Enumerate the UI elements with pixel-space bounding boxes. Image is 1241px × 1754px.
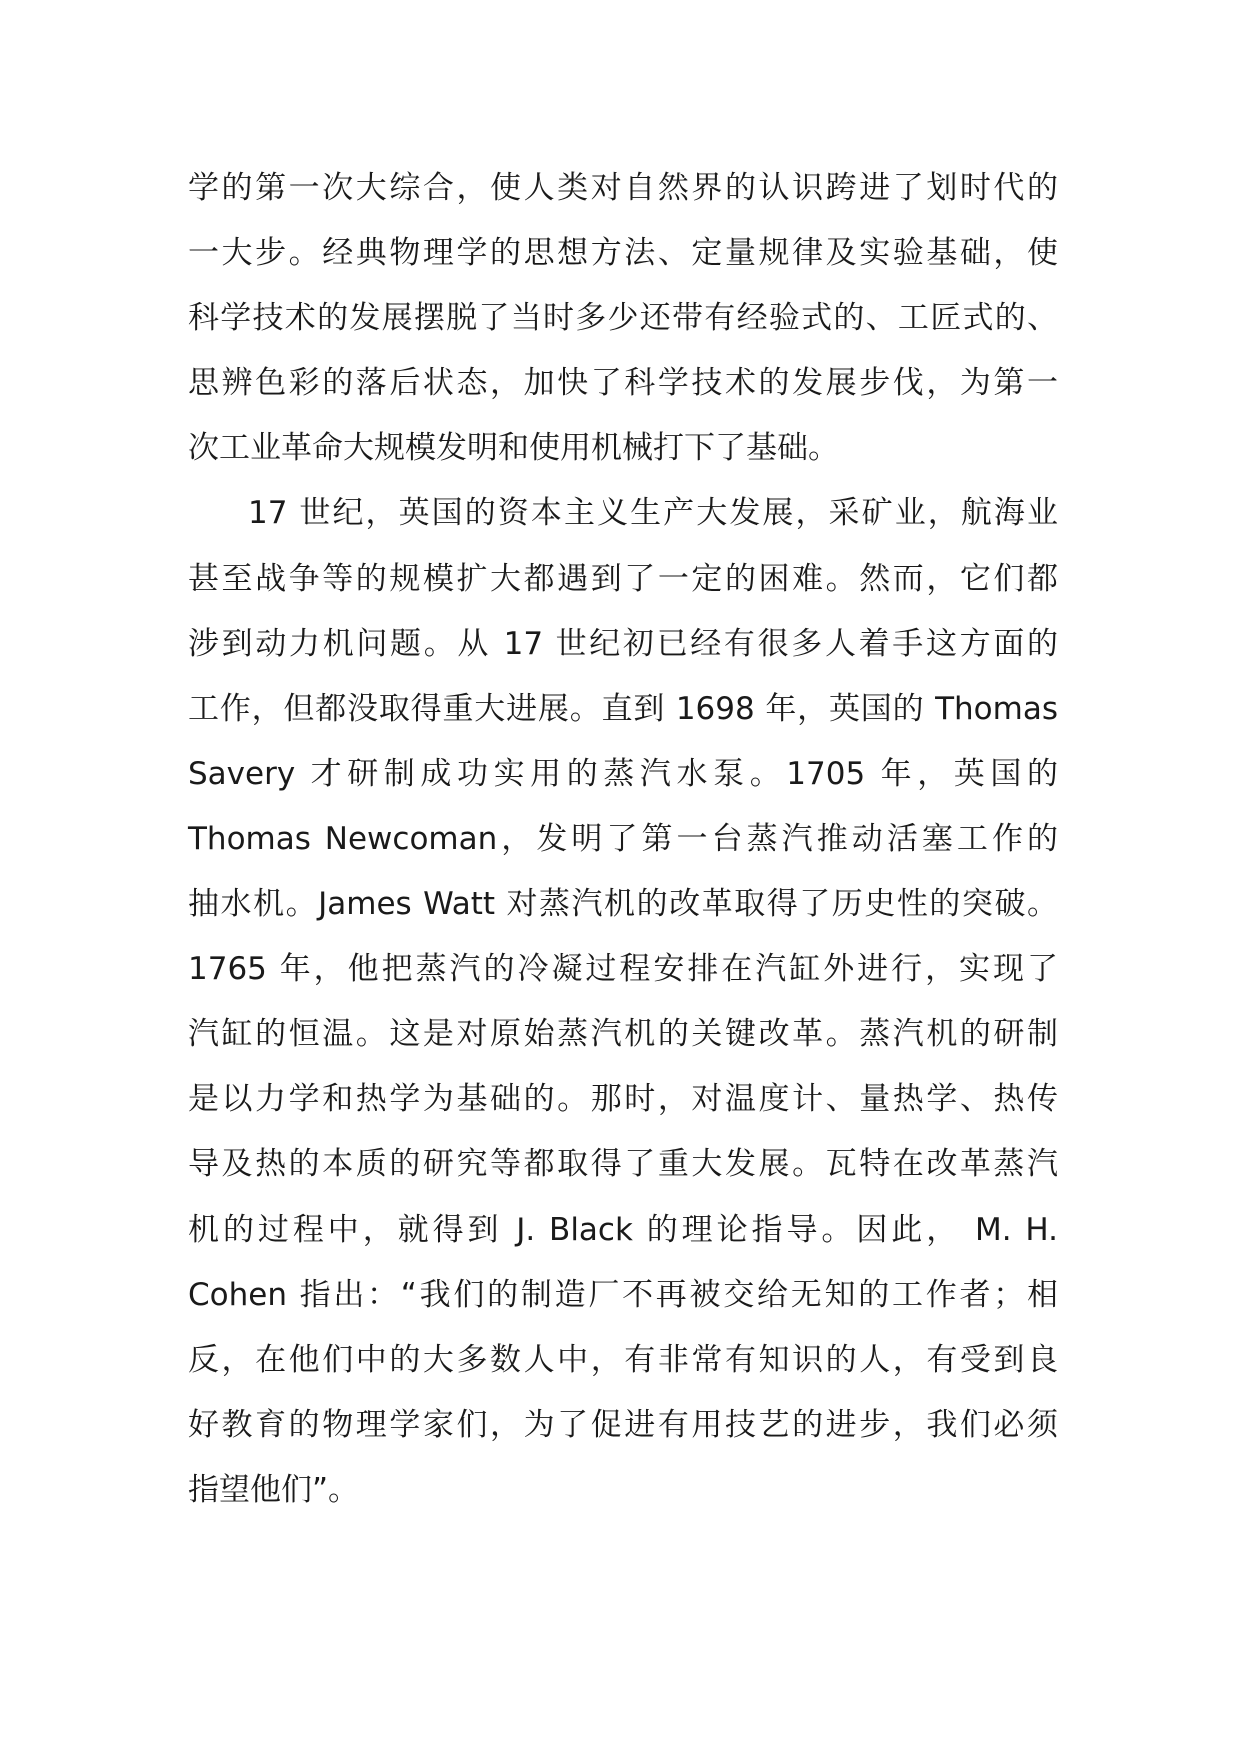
text-line: 汽缸的恒温。这是对原始蒸汽机的关键改革。蒸汽机的研制 [188,1016,1058,1053]
text-line: 抽水机。James Watt 对蒸汽机的改革取得了历史性的突破。 [188,886,1058,923]
text-line: 17 世纪，英国的资本主义生产大发展，采矿业，航海业 [248,495,1058,532]
text-line: 科学技术的发展摆脱了当时多少还带有经验式的、工匠式的、 [188,300,1058,337]
body-text [188,156,1058,1523]
text-line: 是以力学和热学为基础的。那时，对温度计、量热学、热传 [188,1081,1058,1118]
text-line: 反，在他们中的大多数人中，有非常有知识的人，有受到良 [188,1341,1058,1378]
text-line: 甚至战争等的规模扩大都遇到了一定的困难。然而，它们都 [188,560,1058,597]
text-line: 涉到动力机问题。从 17 世纪初已经有很多人着手这方面的 [188,625,1058,662]
text-line: Thomas Newcoman，发明了第一台蒸汽推动活塞工作的 [188,820,1058,857]
text-line: 指望他们”。 [188,1471,360,1508]
text-line: Cohen 指出：“我们的制造厂不再被交给无知的工作者；相 [188,1276,1058,1313]
text-line: 好教育的物理学家们，为了促进有用技艺的进步，我们必须 [188,1406,1058,1443]
text-line: 一大步。经典物理学的思想方法、定量规律及实验基础，使 [188,235,1058,272]
text-line: 机的过程中，就得到 J. Black 的理论指导。因此， M. H. [188,1211,1058,1248]
text-line: 次工业革命大规模发明和使用机械打下了基础。 [188,430,839,467]
text-line: 思辨色彩的落后状态，加快了科学技术的发展步伐，为第一 [188,365,1058,402]
text-line: 学的第一次大综合，使人类对自然界的认识跨进了划时代的 [188,170,1058,206]
text-line: 工作，但都没取得重大进展。直到 1698 年，英国的 Thomas [188,690,1058,727]
text-line: Savery 才研制成功实用的蒸汽水泵。1705 年，英国的 [188,755,1058,792]
text-line: 1765 年，他把蒸汽的冷凝过程安排在汽缸外进行，实现了 [188,951,1058,988]
text-line: 导及热的本质的研究等都取得了重大发展。瓦特在改革蒸汽 [188,1146,1058,1183]
